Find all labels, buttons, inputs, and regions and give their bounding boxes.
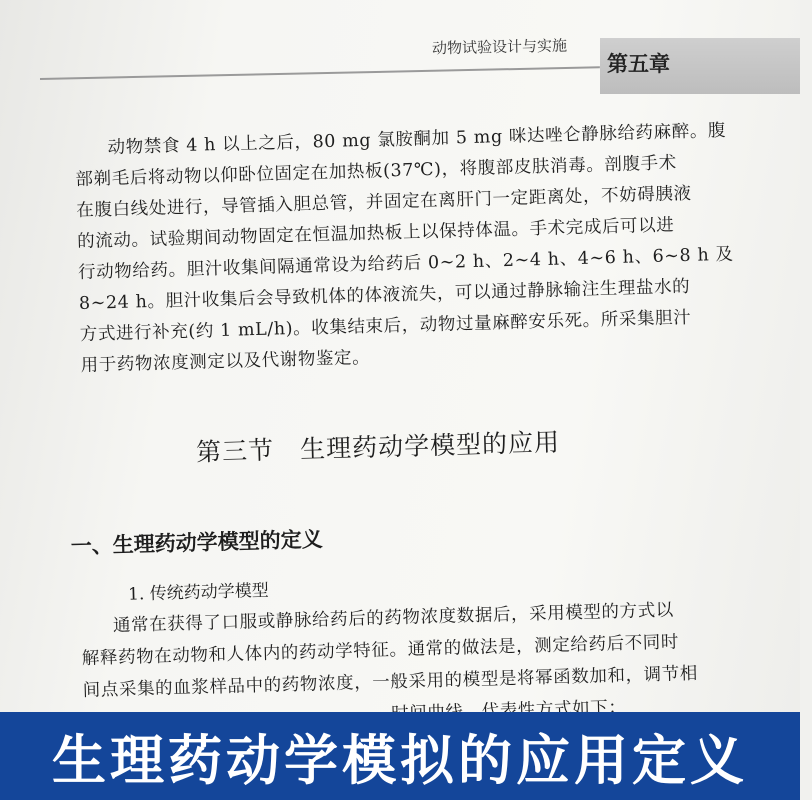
header-rule: [40, 66, 600, 80]
paragraph-line: 8~24 h。胆汁收集后会导致机体的体液流失，可以通过静脉输注生理盐水的: [78, 276, 691, 314]
running-head-title: 动物试验设计与实施: [431, 36, 568, 58]
banner-caption: 生理药动学模拟的应用定义: [52, 728, 748, 792]
caption-banner: [0, 712, 800, 800]
paragraph-line: 通常在获得了口服或静脉给药后的药物浓度数据后，采用模型的方式以: [112, 600, 675, 637]
paragraph-line: 用于药物浓度测定以及代谢物鉴定。: [80, 347, 371, 376]
paragraph-line: 的流动。试验期间动物固定在恒温加热板上以保持体温。手术完成后可以进: [76, 215, 675, 252]
heading-level-2: 1. 传统药动学模型: [127, 580, 269, 605]
page-header: [0, 28, 800, 78]
paragraph-line: 动物禁食 4 h 以上之后，80 mg 氯胺酮加 5 mg 咪达唑仑静脉给药麻醉。腹: [107, 120, 727, 159]
chapter-label: 第五章: [607, 52, 670, 76]
paragraph-line: 部剃毛后将动物以仰卧位固定在加热板(37℃)，将腹部皮肤消毒。剖腹手术: [75, 153, 678, 191]
paragraph-line: 间点采集的血浆样品中的药物浓度，一般采用的模型是将幂函数加和，调节相: [82, 663, 699, 702]
paragraph-line: 解释药物在动物和人体内的药动学特征。通常的做法是，测定给药后不同时: [81, 632, 680, 670]
section-title: 第三节 生理药动学模型的应用: [195, 427, 561, 467]
paragraph-line: 在腹白线处进行，导管插入胆总管，并固定在离肝门一定距离处，不妨碍胰液: [76, 183, 692, 221]
paragraph-line: 行动物给药。胆汁收集间隔通常设为给药后 0~2 h、2~4 h、4~6 h、6~8 h 及: [77, 244, 734, 283]
heading-level-1: 一、生理药动学模型的定义: [70, 527, 323, 559]
paragraph-line: 方式进行补充(约 1 mL/h)。收集结束后，动物过量麻醉安乐死。所采集胆汁: [79, 307, 692, 345]
